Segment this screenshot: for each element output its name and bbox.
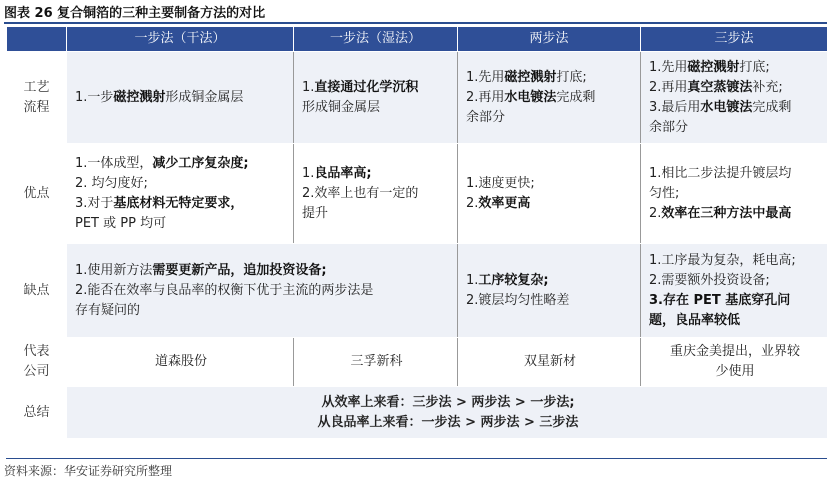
row-process: [7, 52, 828, 144]
cell-company-wet: 三孚新科: [294, 338, 458, 387]
row-pros: [7, 144, 828, 244]
cell-process-two-step: 1.先用磁控溅射打底; 2.再用水电镀法完成剩 余部分: [458, 52, 641, 144]
figure-title: 图表 26 复合铜箔的三种主要制备方法的对比: [4, 6, 266, 21]
row-label-cons: 缺点: [7, 244, 67, 338]
row-label-process: 工艺 流程: [7, 52, 67, 144]
header-three-step: 三步法: [641, 27, 828, 52]
bottom-divider: [6, 458, 827, 459]
header-row: [7, 27, 828, 52]
cell-cons-one-step: 1.使用新方法需要更新产品，追加投资设备; 2.能否在效率与良品率的权衡下优于主流的两步法是 存有疑问的: [67, 244, 458, 338]
cell-company-three-step: 重庆金美提出，业界较 少使用: [641, 338, 828, 387]
header-corner: [7, 27, 67, 52]
row-label-company: 代表 公司: [7, 338, 67, 387]
cell-process-dry: 1.一步磁控溅射形成铜金属层: [67, 52, 294, 144]
cell-company-dry: 道森股份: [67, 338, 294, 387]
cell-pros-wet: 1.良品率高; 2.效率上也有一定的 提升: [294, 144, 458, 244]
row-label-summary: 总结: [7, 387, 67, 439]
comparison-table: [6, 26, 828, 439]
cell-cons-three-step: 1.工序最为复杂，耗电高; 2.需要额外投资设备; 3.存在 PET 基底穿孔问 题，良品率较低: [641, 244, 828, 338]
cell-cons-two-step: 1.工序较复杂; 2.镀层均匀性略差: [458, 244, 641, 338]
cell-pros-dry: 1.一体成型，减少工序复杂度; 2. 均匀度好; 3.对于基底材料无特定要求， PET 或 PP 均可: [67, 144, 294, 244]
cell-summary: 从效率上来看：三步法 > 两步法 > 一步法; 从良品率上来看：一步法 > 两步法 > 三步法: [67, 387, 828, 439]
cell-process-wet: 1.直接通过化学沉积 形成铜金属层: [294, 52, 458, 144]
row-label-pros: 优点: [7, 144, 67, 244]
cell-pros-three-step: 1.相比二步法提升镀层均 匀性; 2.效率在三种方法中最高: [641, 144, 828, 244]
cell-pros-two-step: 1.速度更快; 2.效率更高: [458, 144, 641, 244]
row-company: [7, 338, 828, 387]
source-note: 资料来源：华安证券研究所整理: [4, 464, 173, 478]
header-two-step: 两步法: [458, 27, 641, 52]
title-divider: [4, 22, 827, 24]
row-cons: [7, 244, 828, 338]
cell-process-three-step: 1.先用磁控溅射打底; 2.再用真空蒸镀法补充; 3.最后用水电镀法完成剩 余部分: [641, 52, 828, 144]
cell-company-two-step: 双星新材: [458, 338, 641, 387]
row-summary: [7, 387, 828, 439]
header-one-step-wet: 一步法（湿法）: [294, 27, 458, 52]
header-one-step-dry: 一步法（干法）: [67, 27, 294, 52]
